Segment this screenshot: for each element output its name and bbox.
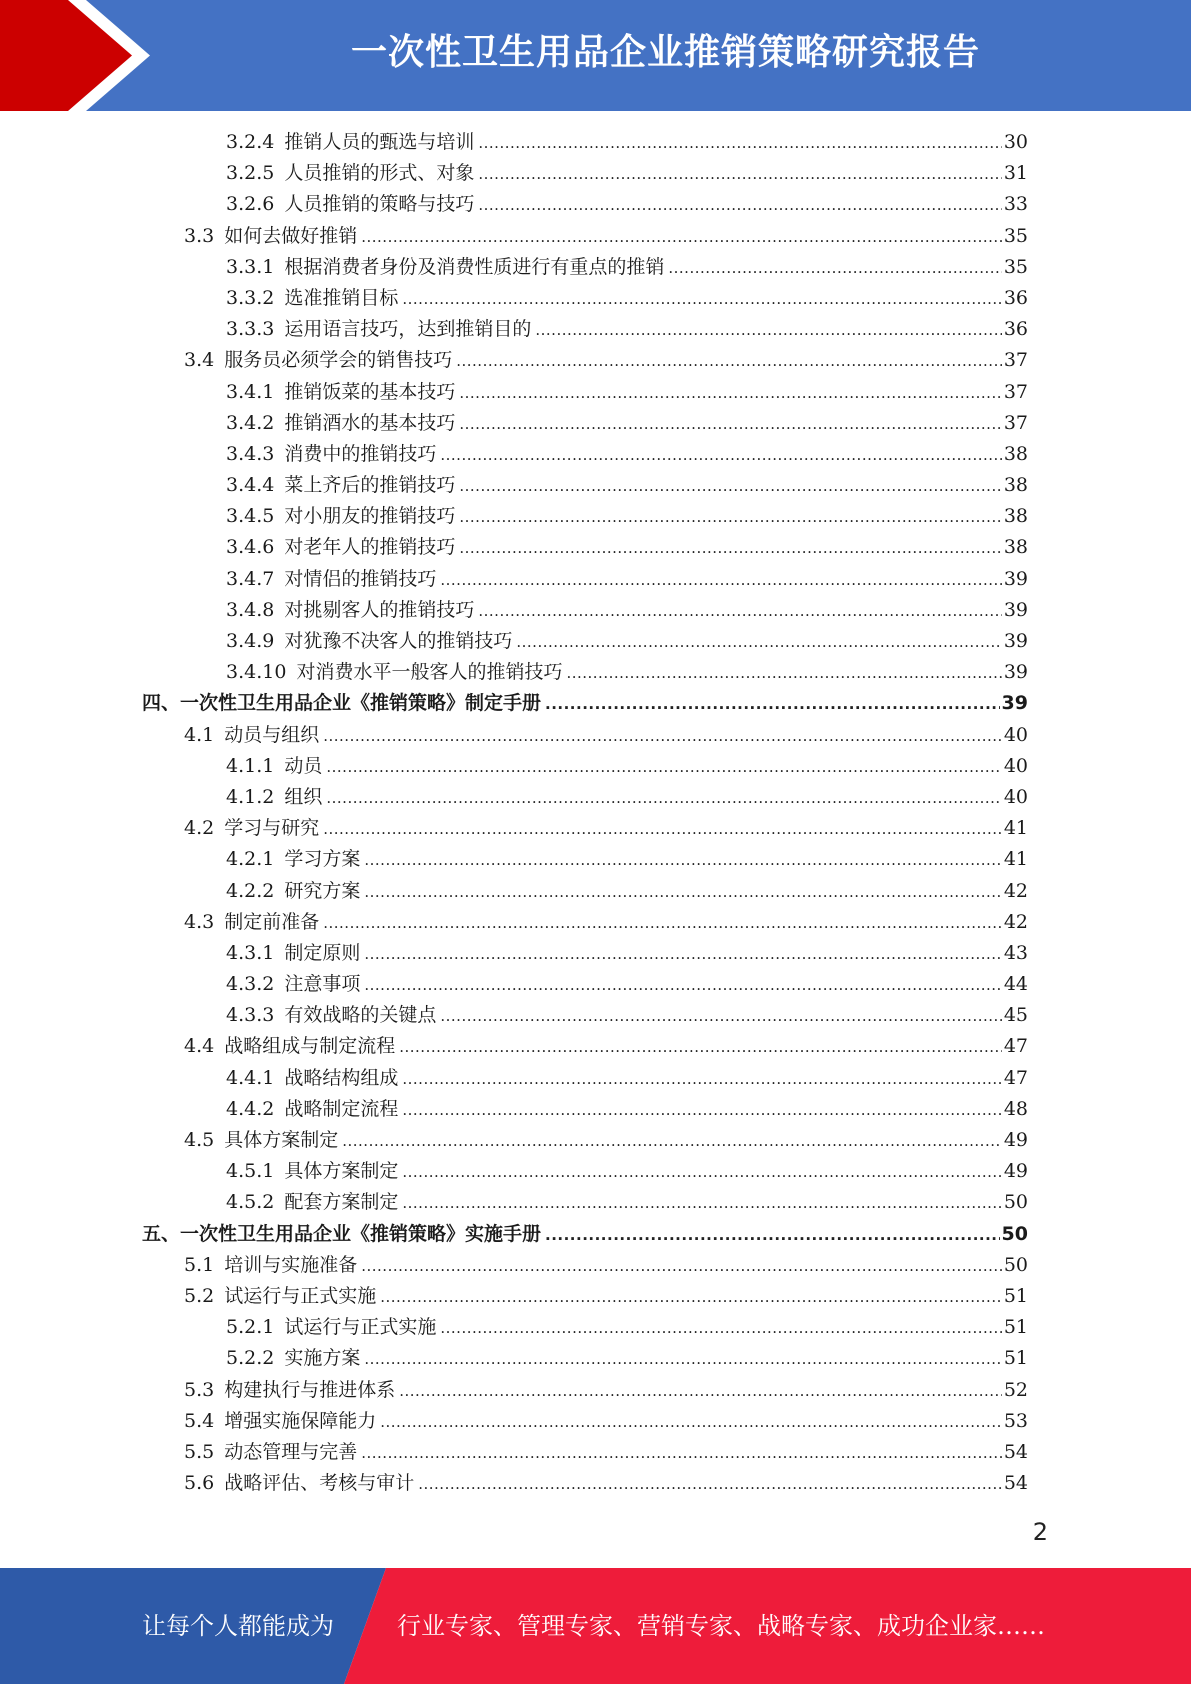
toc-entry-number: 3.4.2 (226, 411, 275, 434)
toc-entry-number: 4.2 (184, 817, 215, 840)
toc-dot-leader (323, 820, 1002, 838)
toc-entry[interactable] (142, 1437, 1028, 1468)
toc-dot-leader (456, 352, 1002, 370)
toc-dot-leader (361, 1444, 1002, 1462)
toc-entry-page: 48 (1003, 1097, 1028, 1120)
toc-dot-leader (440, 446, 1001, 464)
toc-entry-page: 42 (1003, 879, 1028, 902)
toc-entry[interactable] (142, 595, 1028, 626)
toc-entry-number: 3.4.9 (226, 630, 275, 652)
toc-entry-title: 具体方案制定 (224, 1129, 339, 1151)
toc-entry-page: 37 (1003, 349, 1028, 372)
toc-entry-title: 战略结构组成 (284, 1066, 399, 1089)
toc-entry[interactable] (142, 408, 1028, 439)
toc-entry[interactable] (142, 1094, 1028, 1125)
toc-entry[interactable] (142, 1375, 1028, 1406)
toc-entry-title: 对挑剔客人的推销技巧 (284, 598, 475, 621)
toc-entry[interactable] (142, 1156, 1028, 1187)
toc-entry-number: 3.2.4 (226, 131, 275, 153)
toc-entry[interactable] (142, 657, 1028, 688)
toc-entry[interactable] (142, 345, 1028, 376)
toc-entry-number: 5.1 (184, 1253, 215, 1276)
toc-entry[interactable] (142, 1281, 1028, 1312)
toc-entry-page: 51 (1003, 1284, 1028, 1307)
toc-dot-leader (380, 1288, 1002, 1306)
toc-entry[interactable] (142, 189, 1028, 220)
toc-entry-page: 40 (1003, 723, 1028, 746)
toc-entry-title: 动员 (284, 754, 323, 777)
toc-dot-leader (402, 1070, 1001, 1088)
toc-entry-title: 战略制定流程 (284, 1097, 399, 1120)
toc-entry[interactable] (142, 283, 1028, 314)
toc-entry-number: 4.5 (184, 1129, 215, 1151)
toc-entry-page: 54 (1003, 1440, 1028, 1463)
toc-dot-leader (418, 1475, 1002, 1493)
toc-entry[interactable] (142, 938, 1028, 969)
toc-entry-page: 50 (1003, 1191, 1028, 1214)
toc-dot-leader (459, 539, 1001, 557)
toc-entry-number: 5.2 (184, 1284, 215, 1307)
toc-entry-title: 动员与组织 (224, 723, 320, 746)
toc-entry-number: 3.4 (184, 349, 215, 372)
toc-entry[interactable] (142, 813, 1028, 844)
toc-entry-title: 对小朋友的推销技巧 (284, 505, 456, 528)
toc-dot-leader (440, 1319, 1001, 1337)
toc-entry-number: 4.1 (184, 723, 215, 746)
toc-dot-leader (566, 664, 1001, 682)
toc-entry-number: 3.3.3 (226, 318, 275, 341)
toc-entry[interactable] (142, 688, 1028, 719)
toc-entry-page: 49 (1003, 1129, 1028, 1151)
toc-entry-title: 对消费水平一般客人的推销技巧 (296, 661, 563, 684)
toc-entry-page: 42 (1003, 910, 1028, 933)
toc-entry-page: 49 (1003, 1160, 1028, 1183)
toc-dot-leader (440, 571, 1001, 589)
toc-entry-page: 31 (1003, 162, 1028, 185)
toc-entry-title: 具体方案制定 (284, 1160, 399, 1183)
toc-dot-leader (668, 259, 1001, 277)
toc-entry-number: 3.4.5 (226, 505, 275, 528)
toc-entry-title: 试运行与正式实施 (284, 1316, 437, 1339)
toc-entry[interactable] (142, 1343, 1028, 1374)
toc-entry-page: 54 (1003, 1472, 1028, 1495)
toc-dot-leader (364, 851, 1001, 869)
toc-entry-title: 注意事项 (284, 973, 361, 996)
toc-entry[interactable] (142, 1187, 1028, 1218)
toc-entry[interactable] (142, 626, 1028, 657)
toc-entry[interactable] (142, 252, 1028, 283)
toc-entry-title: 人员推销的形式、对象 (284, 162, 475, 185)
toc-entry-number: 4.5.1 (226, 1160, 275, 1183)
toc-entry[interactable] (142, 1406, 1028, 1437)
toc-entry-title: 如何去做好推销 (224, 224, 358, 247)
toc-entry-title: 制定原则 (284, 941, 361, 964)
page-header (0, 0, 1191, 111)
toc-dot-leader (380, 1413, 1002, 1431)
toc-entry-number: 3.3.1 (226, 255, 275, 278)
toc-entry-title: 人员推销的策略与技巧 (284, 193, 475, 216)
toc-entry-number: 4.1.1 (226, 754, 275, 777)
toc-entry-number: 5.4 (184, 1409, 215, 1432)
toc-entry[interactable] (142, 127, 1028, 158)
toc-entry-title: 实施方案 (284, 1347, 361, 1370)
toc-entry-number: 3.4.10 (226, 661, 287, 684)
toc-entry-number: 5.2.1 (226, 1316, 275, 1339)
toc-entry-title: 配套方案制定 (284, 1191, 399, 1214)
toc-entry-title: 推销酒水的基本技巧 (284, 411, 456, 434)
toc-dot-leader (361, 228, 1002, 246)
toc-dot-leader (323, 914, 1002, 932)
toc-dot-leader (361, 1257, 1002, 1275)
toc-entry[interactable] (142, 782, 1028, 813)
toc-dot-leader (323, 727, 1002, 745)
toc-dot-leader (364, 1350, 1001, 1368)
toc-dot-leader (399, 1038, 1002, 1056)
toc-entry-number: 4.3.1 (226, 941, 275, 964)
toc-dot-leader (440, 1007, 1001, 1025)
toc-entry-page: 40 (1003, 754, 1028, 777)
toc-entry-number: 3.4.8 (226, 598, 275, 621)
toc-entry-page: 47 (1003, 1035, 1028, 1058)
toc-entry-title: 学习与研究 (224, 817, 320, 840)
toc-entry[interactable] (142, 751, 1028, 782)
toc-entry-page: 37 (1003, 380, 1028, 403)
toc-dot-leader (459, 384, 1001, 402)
toc-dot-leader (535, 321, 1001, 339)
toc-entry-number: 5.5 (184, 1440, 215, 1463)
toc-entry-number: 3.2.6 (226, 193, 275, 216)
toc-entry[interactable] (142, 1312, 1028, 1343)
toc-entry-page: 35 (1003, 255, 1028, 278)
toc-entry-number: 4.4.2 (226, 1097, 275, 1120)
toc-dot-leader (516, 633, 1001, 651)
toc-dot-leader (478, 602, 1001, 620)
toc-entry-number: 3.4.6 (226, 536, 275, 559)
toc-entry[interactable] (142, 969, 1028, 1000)
table-of-contents (142, 127, 1028, 1499)
toc-entry-number: 5.3 (184, 1378, 215, 1401)
toc-entry-title: 对老年人的推销技巧 (284, 536, 456, 559)
toc-entry-page: 51 (1003, 1347, 1028, 1370)
toc-entry-title: 学习方案 (284, 848, 361, 871)
toc-entry-number: 3.3.2 (226, 286, 275, 309)
toc-entry[interactable] (142, 377, 1028, 408)
document-title: 一次性卫生用品企业推销策略研究报告 (350, 32, 980, 73)
toc-entry-page: 38 (1003, 505, 1028, 528)
toc-entry-number: 3.3 (184, 224, 215, 247)
toc-entry-title: 构建执行与推进体系 (224, 1378, 396, 1401)
toc-entry-page: 50 (1001, 1222, 1028, 1245)
footer-slogan-right: 行业专家、管理专家、营销专家、战略专家、成功企业家…… (397, 1612, 1045, 1640)
toc-entry-number: 5.6 (184, 1472, 215, 1495)
toc-entry-page: 51 (1003, 1316, 1028, 1339)
toc-entry-number: 3.4.7 (226, 567, 275, 590)
page-number: 2 (1032, 1518, 1048, 1546)
toc-dot-leader (402, 1194, 1001, 1212)
toc-entry-number: 4.2.2 (226, 879, 275, 902)
toc-entry[interactable] (142, 470, 1028, 501)
toc-entry-page: 39 (1003, 630, 1028, 652)
toc-entry-number: 4.3 (184, 910, 215, 933)
toc-entry[interactable] (142, 844, 1028, 875)
toc-entry-page: 38 (1003, 536, 1028, 559)
toc-entry[interactable] (142, 720, 1028, 751)
toc-entry-page: 53 (1003, 1409, 1028, 1432)
toc-entry-page: 38 (1003, 442, 1028, 465)
toc-entry-title: 有效战略的关键点 (284, 1004, 437, 1027)
toc-entry[interactable] (142, 907, 1028, 938)
toc-entry-page: 37 (1003, 411, 1028, 434)
toc-entry-page: 52 (1003, 1378, 1028, 1401)
toc-entry-title: 推销饭菜的基本技巧 (284, 380, 456, 403)
toc-entry[interactable] (142, 1219, 1028, 1250)
toc-entry[interactable] (142, 876, 1028, 907)
toc-entry-page: 47 (1003, 1066, 1028, 1089)
toc-entry-number: 3.4.3 (226, 442, 275, 465)
page-footer (0, 1568, 1191, 1684)
toc-entry-page: 45 (1003, 1004, 1028, 1027)
toc-entry-title: 增强实施保障能力 (224, 1409, 377, 1432)
toc-entry-title: 菜上齐后的推销技巧 (284, 474, 456, 497)
toc-entry-number: 4.4 (184, 1035, 215, 1058)
toc-entry-title: 推销人员的甄选与培训 (284, 131, 475, 153)
toc-entry-number: 3.4.4 (226, 474, 275, 497)
toc-entry[interactable] (142, 1000, 1028, 1031)
toc-entry-page: 40 (1003, 785, 1028, 808)
toc-entry-title: 消费中的推销技巧 (284, 442, 437, 465)
toc-entry-title: 运用语言技巧，达到推销目的 (284, 318, 532, 341)
toc-entry-page: 41 (1003, 817, 1028, 840)
toc-entry[interactable] (142, 158, 1028, 189)
toc-entry-page: 36 (1003, 318, 1028, 341)
toc-dot-leader (342, 1132, 1002, 1150)
toc-entry-page: 44 (1003, 973, 1028, 996)
toc-dot-leader (478, 165, 1001, 183)
toc-entry-page: 39 (1003, 661, 1028, 684)
toc-entry[interactable] (142, 314, 1028, 345)
toc-entry-title: 培训与实施准备 (224, 1253, 358, 1276)
toc-dot-leader (459, 415, 1001, 433)
toc-entry-title: 制定前准备 (224, 910, 320, 933)
toc-dot-leader (402, 290, 1001, 308)
toc-entry-number: 5.2.2 (226, 1347, 275, 1370)
toc-entry-title: 试运行与正式实施 (224, 1284, 377, 1307)
toc-dot-leader (364, 945, 1001, 963)
toc-entry-page: 35 (1003, 224, 1028, 247)
toc-entry-title: 对犹豫不决客人的推销技巧 (284, 630, 513, 652)
toc-entry[interactable] (142, 501, 1028, 532)
toc-dot-leader (326, 789, 1001, 807)
toc-entry-page: 39 (1003, 598, 1028, 621)
toc-entry[interactable] (142, 1031, 1028, 1062)
toc-entry[interactable] (142, 532, 1028, 563)
toc-entry-title: 五、一次性卫生用品企业《推销策略》实施手册 (142, 1222, 542, 1245)
toc-dot-leader (478, 134, 1001, 152)
toc-entry-page: 30 (1003, 131, 1028, 153)
toc-dot-leader (459, 477, 1001, 495)
toc-entry-page: 50 (1003, 1253, 1028, 1276)
toc-dot-leader (326, 758, 1001, 776)
toc-entry-title: 战略组成与制定流程 (224, 1035, 396, 1058)
toc-entry-title: 动态管理与完善 (224, 1440, 358, 1463)
toc-entry-page: 41 (1003, 848, 1028, 871)
toc-dot-leader (545, 1226, 1000, 1244)
toc-dot-leader (545, 695, 1000, 713)
toc-entry-number: 4.3.2 (226, 973, 275, 996)
toc-entry-number: 4.2.1 (226, 848, 275, 871)
toc-entry[interactable] (142, 564, 1028, 595)
toc-entry-page: 39 (1001, 692, 1028, 715)
toc-dot-leader (402, 1163, 1001, 1181)
toc-entry-number: 3.2.5 (226, 162, 275, 185)
toc-dot-leader (478, 196, 1001, 214)
toc-entry[interactable] (142, 1125, 1028, 1156)
toc-entry-page: 33 (1003, 193, 1028, 216)
toc-entry-title: 四、一次性卫生用品企业《推销策略》制定手册 (142, 692, 542, 715)
toc-entry-number: 4.3.3 (226, 1004, 275, 1027)
toc-entry-page: 39 (1003, 567, 1028, 590)
toc-entry[interactable] (142, 1250, 1028, 1281)
toc-entry-title: 根据消费者身份及消费性质进行有重点的推销 (284, 255, 665, 278)
toc-dot-leader (402, 1101, 1001, 1119)
toc-entry-title: 组织 (284, 785, 323, 808)
toc-entry[interactable] (142, 439, 1028, 470)
toc-entry-title: 服务员必须学会的销售技巧 (224, 349, 453, 372)
toc-entry-number: 4.4.1 (226, 1066, 275, 1089)
toc-entry-page: 38 (1003, 474, 1028, 497)
toc-entry-title: 选准推销目标 (284, 286, 399, 309)
toc-entry-page: 36 (1003, 286, 1028, 309)
toc-entry-title: 战略评估、考核与审计 (224, 1472, 415, 1495)
toc-entry[interactable] (142, 1468, 1028, 1499)
toc-dot-leader (364, 883, 1001, 901)
toc-dot-leader (399, 1382, 1002, 1400)
toc-entry-number: 3.4.1 (226, 380, 275, 403)
toc-entry-number: 4.5.2 (226, 1191, 275, 1214)
toc-dot-leader (459, 508, 1001, 526)
toc-entry[interactable] (142, 1063, 1028, 1094)
toc-dot-leader (364, 976, 1001, 994)
toc-entry-title: 研究方案 (284, 879, 361, 902)
toc-entry-number: 4.1.2 (226, 785, 275, 808)
footer-slogan-left: 让每个人都能成为 (142, 1612, 334, 1640)
toc-entry[interactable] (142, 221, 1028, 252)
toc-entry-title: 对情侣的推销技巧 (284, 567, 437, 590)
toc-entry-page: 43 (1003, 941, 1028, 964)
